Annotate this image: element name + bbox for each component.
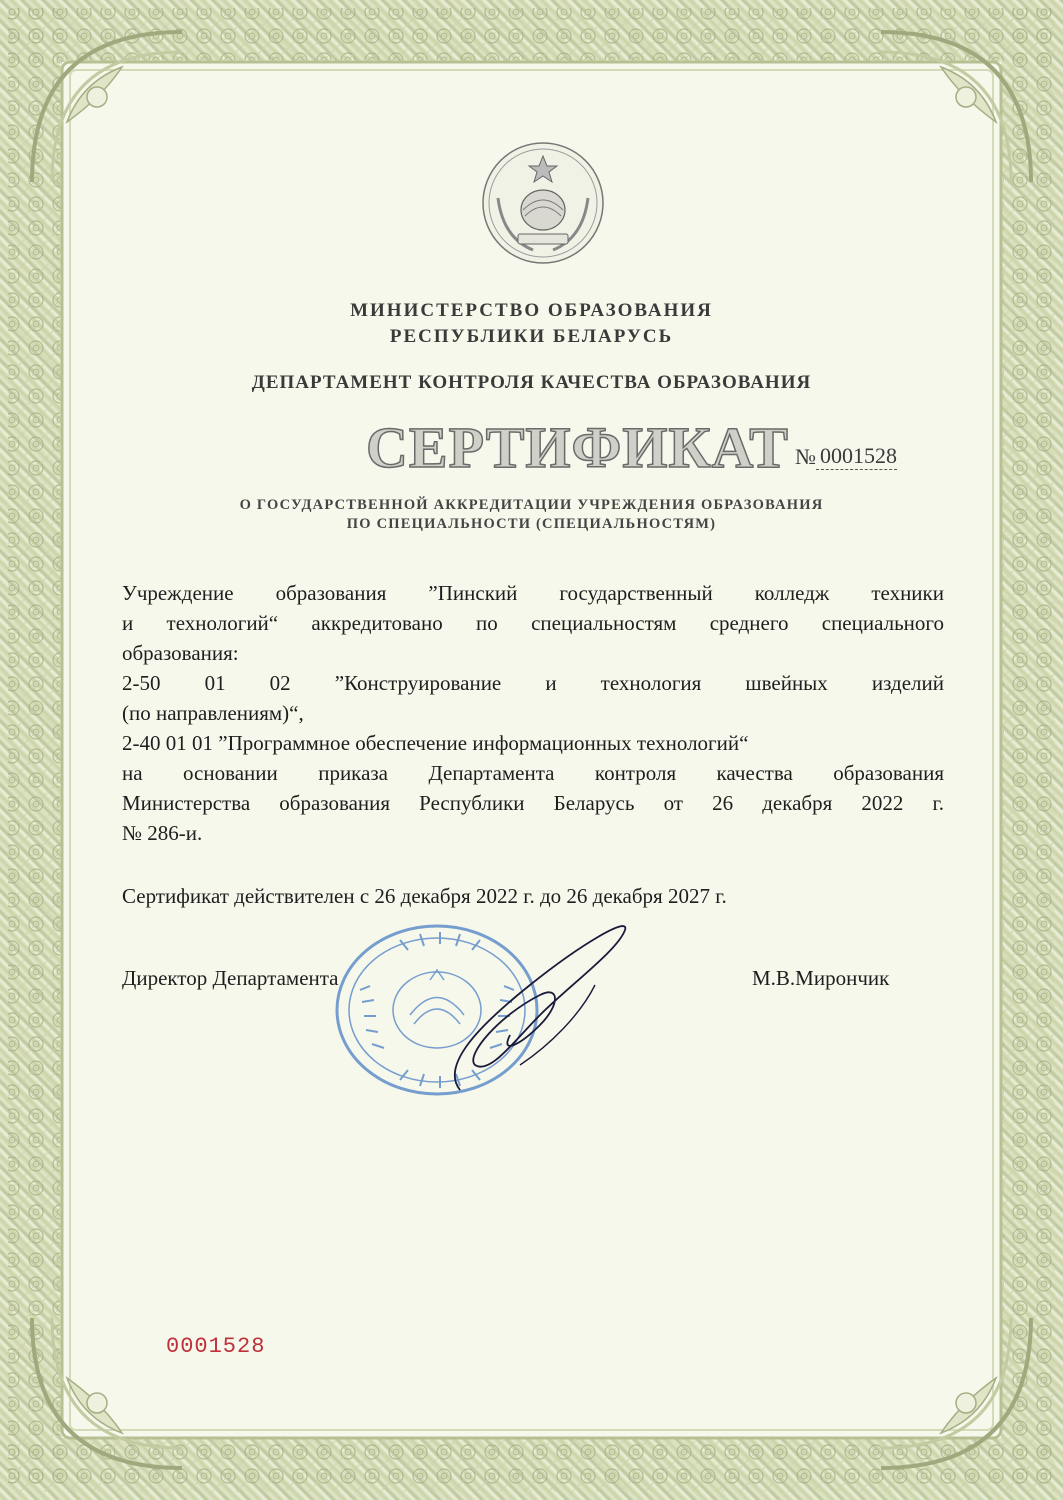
body-line-2: и технологий“ аккредитовано по специальностям среднего специального bbox=[122, 611, 944, 635]
certificate-title: СЕРТИФИКАТ bbox=[366, 415, 789, 480]
body-line-9: № 286-и. bbox=[122, 821, 203, 845]
ministry-line-1: МИНИСТЕРСТВО ОБРАЗОВАНИЯ bbox=[350, 300, 713, 321]
certificate-number: 0001528 bbox=[816, 443, 897, 470]
subtitle-line-2: ПО СПЕЦИАЛЬНОСТИ (СПЕЦИАЛЬНОСТЯМ) bbox=[346, 516, 717, 532]
signatory-name: М.В.Мирончик bbox=[752, 966, 890, 990]
body-line-5: (по направлениям)“, bbox=[122, 701, 304, 725]
department-heading: ДЕПАРТАМЕНТ КОНТРОЛЯ КАЧЕСТВА ОБРАЗОВАНИЯ bbox=[251, 372, 812, 393]
corner-ornament-icon bbox=[871, 22, 1041, 192]
signatory-position: Директор Департамента bbox=[122, 966, 339, 990]
ministry-heading bbox=[0, 298, 1063, 350]
certificate-subtitle bbox=[0, 496, 1063, 534]
number-label: № bbox=[794, 444, 816, 469]
state-emblem-icon bbox=[478, 138, 608, 268]
body-line-4: 2-50 01 02 ”Конструирование и технология швейных изделий bbox=[122, 671, 944, 695]
corner-ornament-icon bbox=[871, 1308, 1041, 1478]
body-line-7: на основании приказа Департамента контроля качества образования bbox=[122, 761, 944, 785]
body-line-3: образования: bbox=[122, 641, 239, 665]
signature-icon bbox=[420, 905, 640, 1095]
ministry-line-2: РЕСПУБЛИКИ БЕЛАРУСЬ bbox=[389, 326, 674, 347]
corner-ornament-icon bbox=[22, 22, 192, 192]
subtitle-line-1: О ГОСУДАРСТВЕННОЙ АККРЕДИТАЦИИ УЧРЕЖДЕНИЯ ОБРАЗОВАНИЯ bbox=[239, 497, 824, 513]
serial-number: 0001528 bbox=[166, 1334, 266, 1359]
body-line-1: Учреждение образования ”Пинский государственный колледж техники bbox=[122, 581, 944, 605]
body-line-6: 2-40 01 01 ”Программное обеспечение информационных технологий“ bbox=[122, 731, 749, 755]
certificate-title-row bbox=[366, 415, 897, 480]
validity-text: Сертификат действителен с 26 декабря 2022 г. до 26 декабря 2027 г. bbox=[122, 884, 727, 908]
accreditation-body bbox=[122, 578, 944, 848]
body-line-8: Министерства образования Республики Беларусь от 26 декабря 2022 г. bbox=[122, 791, 944, 815]
